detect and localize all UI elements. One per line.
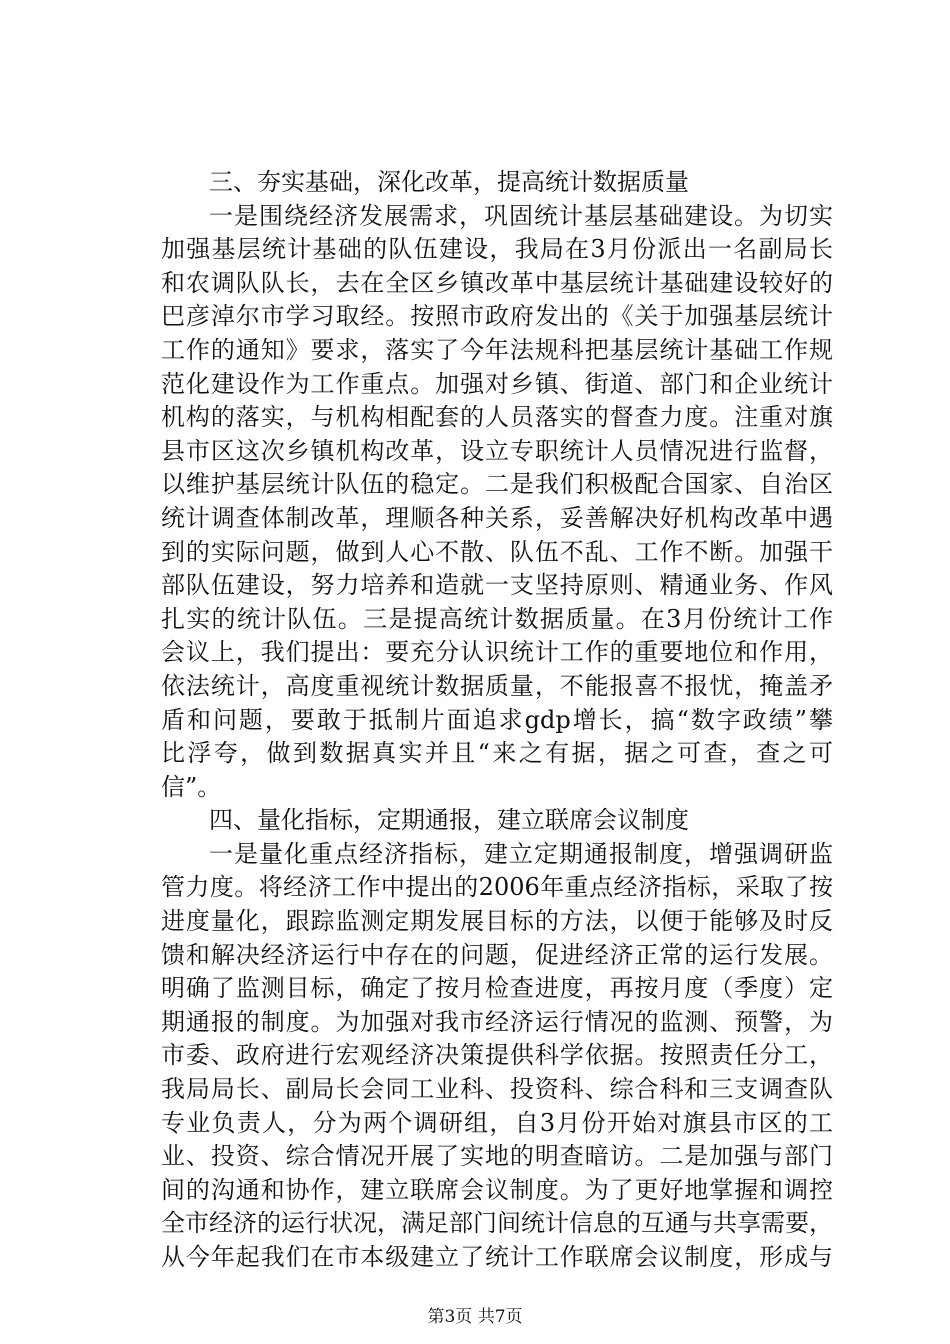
- paragraph-line: 工作的通知》要求，落实了今年法规科把基层统计基础工作规: [161, 335, 833, 364]
- paragraph-line: 管力度。将经济工作中提出的2006年重点经济指标，采取了按: [161, 873, 833, 902]
- paragraph-line: 业、投资、综合情况开展了实地的明查暗访。二是加强与部门: [161, 1142, 833, 1171]
- paragraph-line: 范化建设作为工作重点。加强对乡镇、街道、部门和企业统计: [161, 369, 833, 398]
- paragraph-line: 一是量化重点经济指标，建立定期通报制度，增强调研监: [209, 839, 833, 868]
- paragraph-line: 盾和问题，要敢于抵制片面追求gdp增长，搞“数字政绩”攀: [161, 705, 833, 734]
- paragraph-line: 一是围绕经济发展需求，巩固统计基层基础建设。为切实: [209, 201, 833, 230]
- paragraph-line: 信”。: [161, 772, 222, 801]
- page-number: 第3页 共7页: [427, 1307, 523, 1327]
- section-heading-3: 三、夯实基础，深化改革，提高统计数据质量: [209, 168, 689, 196]
- paragraph-line: 从今年起我们在市本级建立了统计工作联席会议制度，形成与: [161, 1243, 833, 1271]
- paragraph-line: 会议上，我们提出：要充分认识统计工作的重要地位和作用，: [161, 638, 833, 667]
- paragraph-line: 依法统计，高度重视统计数据质量，不能报喜不报忧，掩盖矛: [161, 671, 833, 700]
- paragraph-line: 进度量化，跟踪监测定期发展目标的方法，以便于能够及时反: [161, 907, 833, 936]
- paragraph-line: 全市经济的运行状况，满足部门间统计信息的互通与共享需要，: [161, 1209, 833, 1238]
- paragraph-line: 我局局长、副局长会同工业科、投资科、综合科和三支调查队: [161, 1075, 833, 1104]
- paragraph-line: 市委、政府进行宏观经济决策提供科学依据。按照责任分工，: [161, 1041, 833, 1070]
- paragraph-line: 加强基层统计基础的队伍建设，我局在3月份派出一名副局长: [161, 235, 833, 264]
- paragraph-line: 巴彦淖尔市学习取经。按照市政府发出的《关于加强基层统计: [161, 302, 833, 331]
- paragraph-line: 明确了监测目标，确定了按月检查进度，再按月度（季度）定: [161, 974, 833, 1003]
- paragraph-line: 比浮夸，做到数据真实并且“来之有据，据之可查，查之可: [161, 739, 833, 768]
- paragraph-line: 和农调队队长，去在全区乡镇改革中基层统计基础建设较好的: [161, 268, 833, 297]
- paragraph-line: 期通报的制度。为加强对我市经济运行情况的监测、预警，为: [161, 1007, 833, 1036]
- paragraph-line: 扎实的统计队伍。三是提高统计数据质量。在3月份统计工作: [161, 604, 833, 633]
- page-footer: [0, 1306, 950, 1328]
- paragraph-line: 统计调查体制改革，理顺各种关系，妥善解决好机构改革中遇: [161, 503, 833, 532]
- paragraph-line: 机构的落实，与机构相配套的人员落实的督查力度。注重对旗: [161, 403, 833, 432]
- paragraph-line: 间的沟通和协作，建立联席会议制度。为了更好地掌握和调控: [161, 1175, 833, 1204]
- body-text: [161, 166, 833, 1275]
- paragraph-line: 以维护基层统计队伍的稳定。二是我们积极配合国家、自治区: [161, 470, 833, 499]
- paragraph-line: 专业负责人，分为两个调研组，自3月份开始对旗县市区的工: [161, 1108, 833, 1137]
- paragraph-line: 馈和解决经济运行中存在的问题，促进经济正常的运行发展。: [161, 940, 833, 969]
- section-heading-4: 四、量化指标，定期通报，建立联席会议制度: [209, 806, 689, 835]
- paragraph-line: 部队伍建设，努力培养和造就一支坚持原则、精通业务、作风: [161, 571, 833, 600]
- paragraph-line: 县市区这次乡镇机构改革，设立专职统计人员情况进行监督，: [161, 436, 833, 465]
- paragraph-line: 到的实际问题，做到人心不散、队伍不乱、工作不断。加强干: [161, 537, 833, 566]
